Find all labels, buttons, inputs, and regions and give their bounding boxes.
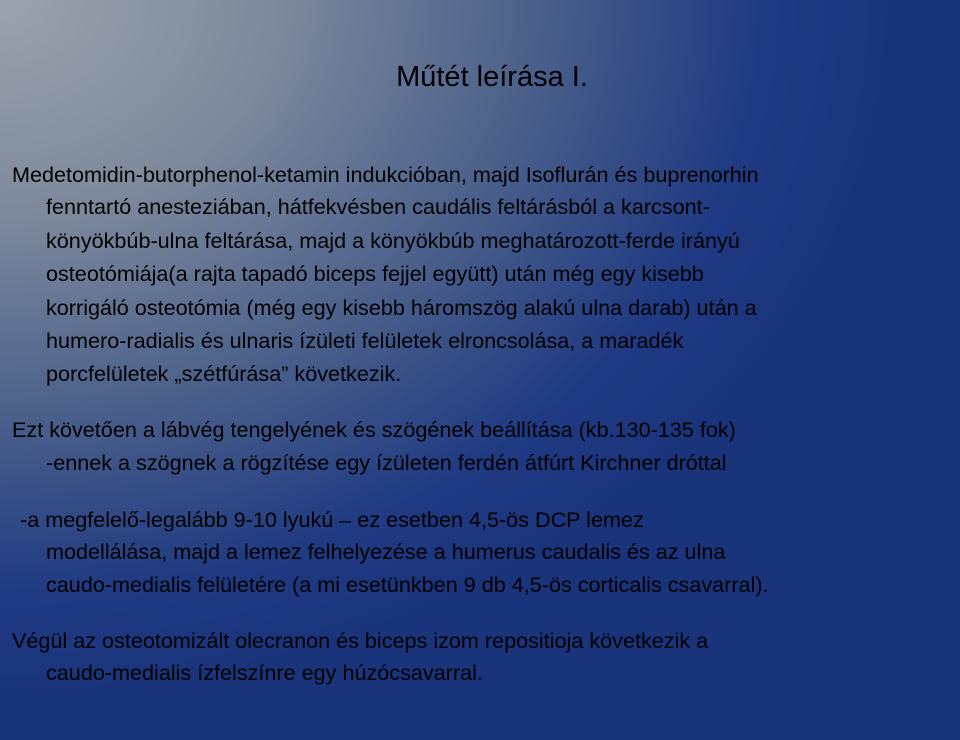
paragraph-2-line-2: -ennek a szögnek a rögzítése egy ízületen ferdén átfúrt Kirchner dróttal bbox=[46, 450, 727, 475]
paragraph-4-line-1: Végül az osteotomizált olecranon és biceps izom repositioja következik a bbox=[12, 628, 709, 653]
paragraph-1-line-6: humero-radialis és ulnaris ízületi felületek elroncsolása, a maradék bbox=[46, 328, 684, 353]
paragraph-1-line-3: könyökbúb-ulna feltárása, majd a könyökbúb meghatározott-ferde irányú bbox=[46, 228, 740, 253]
paragraph-1-line-4: osteotómiája(a rajta tapadó biceps fejjel együtt) után még egy kisebb bbox=[46, 261, 704, 286]
paragraph-3-line-3: caudo-medialis felületére (a mi esetünkben 9 db 4,5-ös corticalis csavarral). bbox=[46, 572, 769, 597]
paragraph-3-line-1: -a megfelelő-legalább 9-10 lyukú – ez esetben 4,5-ös DCP lemez bbox=[20, 507, 644, 532]
paragraph-3-line-2: modellálása, majd a lemez felhelyezése a humerus caudalis és az ulna bbox=[46, 539, 726, 564]
paragraph-1-line-2: fenntartó anesteziában, hátfekvésben caudális feltárásból a karcsont- bbox=[46, 194, 710, 219]
paragraph-1-line-7: porcfelületek „szétfúrása” következik. bbox=[46, 361, 402, 386]
paragraph-2-line-1: Ezt követően a lábvég tengelyének és szögének beállítása (kb.130-135 fok) bbox=[12, 417, 736, 442]
slide-title: Műtét leírása I. bbox=[396, 61, 588, 93]
paragraph-1-line-5: korrigáló osteotómia (még egy kisebb háromszög alakú ulna darab) után a bbox=[46, 295, 757, 320]
paragraph-1-line-1: Medetomidin-butorphenol-ketamin indukcióban, majd Isoflurán és buprenorhin bbox=[12, 162, 759, 187]
paragraph-4-line-2: caudo-medialis ízfelszínre egy húzócsavarral. bbox=[46, 660, 483, 685]
